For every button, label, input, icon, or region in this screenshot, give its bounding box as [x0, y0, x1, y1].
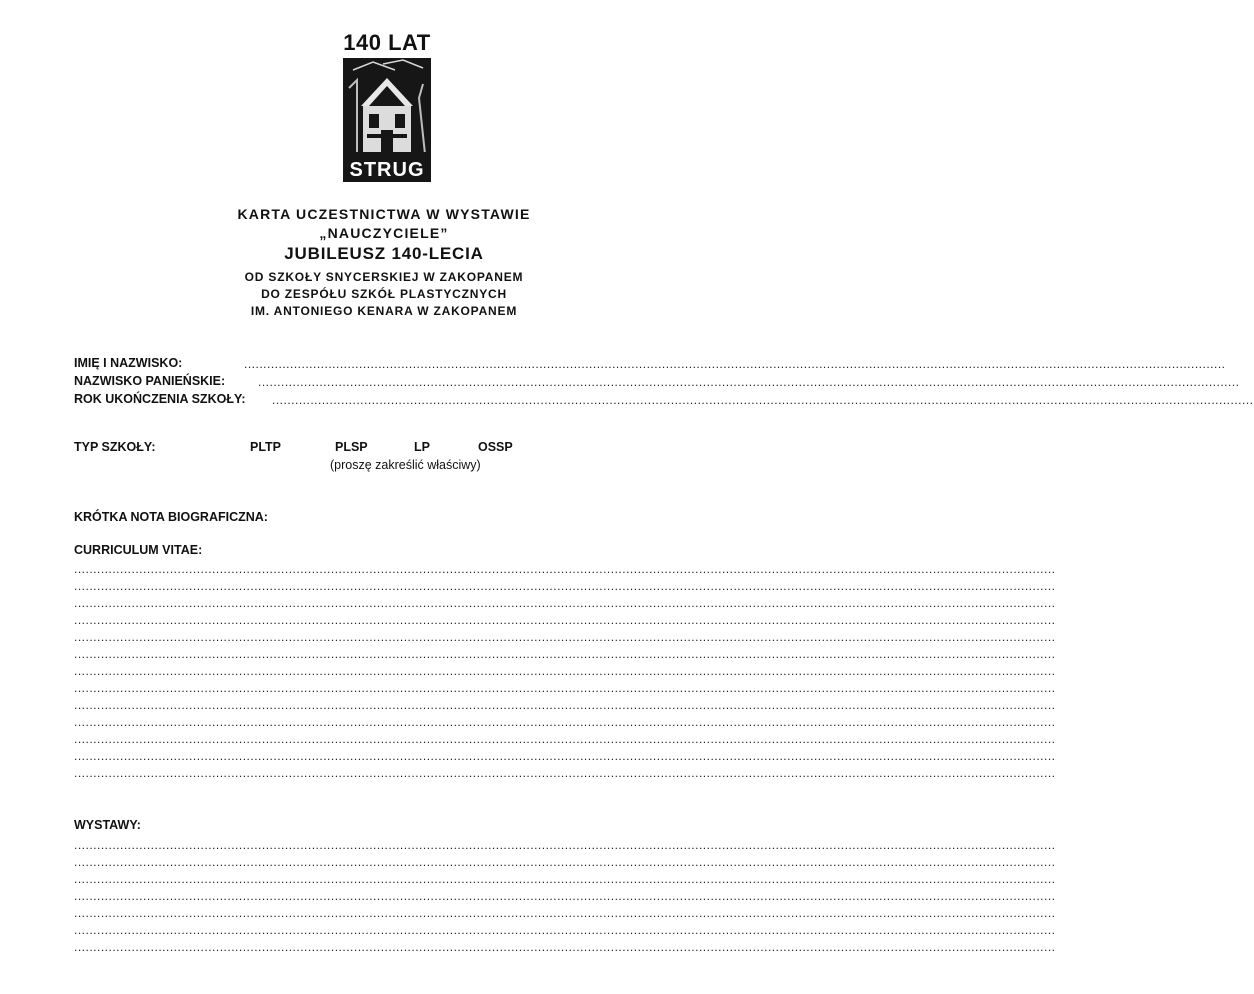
school-type-option-plsp[interactable]: PLSP — [335, 440, 368, 454]
cv-line[interactable]: ................................................................................................................................................................................................................................................................ — [74, 766, 1056, 780]
school-type-instruction: (proszę zakreślić właściwy) — [330, 458, 481, 472]
subtitle-line-3: IM. ANTONIEGO KENARA W ZAKOPANEM — [250, 304, 518, 318]
jubilee-logo — [341, 30, 433, 182]
exhibition-name: „NAUCZYCIELE” — [319, 225, 449, 241]
logo-top-text: 140 LAT — [343, 30, 431, 55]
cv-line[interactable]: ................................................................................................................................................................................................................................................................ — [74, 681, 1056, 695]
school-type-option-ossp[interactable]: OSSP — [478, 440, 513, 454]
cv-line[interactable]: ................................................................................................................................................................................................................................................................ — [74, 715, 1056, 729]
cv-line[interactable]: ................................................................................................................................................................................................................................................................ — [74, 749, 1056, 763]
jubilee-title: JUBILEUSZ 140-LECIA — [284, 244, 484, 263]
subtitle-line-1: OD SZKOŁY SNYCERSKIEJ W ZAKOPANEM — [244, 270, 524, 284]
logo-bottom-text: STRUG — [349, 159, 425, 181]
school-type-option-lp[interactable]: LP — [414, 440, 430, 454]
cv-line[interactable]: ................................................................................................................................................................................................................................................................ — [74, 664, 1056, 678]
school-type-label: TYP SZKOŁY: — [74, 440, 156, 454]
maiden-name-label: NAZWISKO PANIEŃSKIE: — [74, 374, 226, 388]
cv-section-title: CURRICULUM VITAE: — [74, 543, 203, 557]
exhibitions-line[interactable]: ................................................................................................................................................................................................................................................................ — [74, 872, 1056, 886]
exhibitions-line[interactable]: ................................................................................................................................................................................................................................................................ — [74, 855, 1056, 869]
cv-line[interactable]: ................................................................................................................................................................................................................................................................ — [74, 698, 1056, 712]
exhibitions-line[interactable]: ................................................................................................................................................................................................................................................................ — [74, 923, 1056, 937]
cv-line[interactable]: ................................................................................................................................................................................................................................................................ — [74, 613, 1056, 627]
graduation-year-field[interactable]: ................................................................................................................................................................................................................................................................ — [272, 393, 1254, 407]
exhibitions-line[interactable]: ................................................................................................................................................................................................................................................................ — [74, 906, 1056, 920]
cv-line[interactable]: ................................................................................................................................................................................................................................................................ — [74, 596, 1056, 610]
cv-line[interactable]: ................................................................................................................................................................................................................................................................ — [74, 630, 1056, 644]
exhibitions-line[interactable]: ................................................................................................................................................................................................................................................................ — [74, 940, 1056, 954]
exhibitions-line[interactable]: ................................................................................................................................................................................................................................................................ — [74, 889, 1056, 903]
name-label: IMIĘ I NAZWISKO: — [74, 356, 183, 370]
cv-line[interactable]: ................................................................................................................................................................................................................................................................ — [74, 579, 1056, 593]
form-title: KARTA UCZESTNICTWA W WYSTAWIE — [237, 206, 531, 222]
exhibitions-section-title: WYSTAWY: — [74, 818, 141, 832]
school-type-option-pltp[interactable]: PLTP — [250, 440, 282, 454]
cv-line[interactable]: ................................................................................................................................................................................................................................................................ — [74, 647, 1056, 661]
subtitle-line-2: DO ZESPÓŁU SZKÓŁ PLASTYCZNYCH — [261, 287, 507, 301]
exhibitions-line[interactable]: ................................................................................................................................................................................................................................................................ — [74, 838, 1056, 852]
cv-line[interactable]: ................................................................................................................................................................................................................................................................ — [74, 562, 1056, 576]
cv-line[interactable]: ................................................................................................................................................................................................................................................................ — [74, 732, 1056, 746]
maiden-name-field[interactable]: ................................................................................................................................................................................................................................................................ — [258, 375, 1240, 389]
graduation-year-label: ROK UKOŃCZENIA SZKOŁY: — [74, 392, 246, 406]
bio-section-title: KRÓTKA NOTA BIOGRAFICZNA: — [74, 510, 268, 524]
name-field[interactable]: ................................................................................................................................................................................................................................................................ — [244, 357, 1226, 371]
